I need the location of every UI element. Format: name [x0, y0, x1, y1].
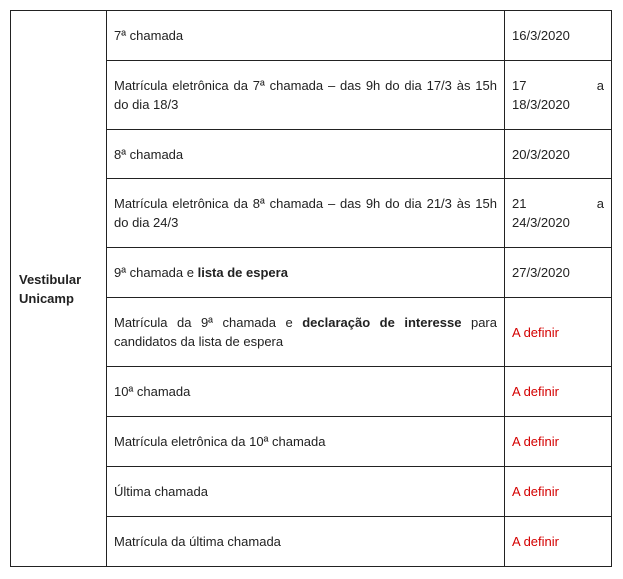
date-cell: A definir [505, 298, 612, 367]
group-label-line1: Vestibular [19, 271, 82, 287]
table-row [11, 11, 612, 61]
calendar-table [10, 10, 612, 567]
date-cell: 16/3/2020 [505, 11, 612, 61]
event-text: 9ª chamada e [114, 265, 198, 280]
event-cell: Matrícula eletrônica da 7ª chamada – das 9h do dia 17/3 às 15h do dia 18/3 [107, 61, 505, 130]
date-cell: A definir [505, 517, 612, 567]
event-bold-text: declaração de interesse [302, 315, 462, 330]
event-cell: 8ª chamada [107, 130, 505, 179]
date-line1: 21 a [512, 196, 604, 211]
event-cell [107, 298, 505, 367]
date-line1: 17 a [512, 78, 604, 93]
group-label-line2: Unicamp [19, 290, 74, 306]
date-cell [505, 61, 612, 130]
event-cell: 10ª chamada [107, 367, 505, 417]
event-cell: Matrícula eletrônica da 8ª chamada – das 9h do dia 21/3 às 15h do dia 24/3 [107, 179, 505, 248]
event-bold-text: lista de espera [197, 265, 288, 280]
date-line2: 24/3/2020 [512, 215, 570, 230]
event-text-post: para candidatos da lista de espera [114, 315, 497, 349]
date-cell [505, 179, 612, 248]
date-line2: 18/3/2020 [512, 97, 570, 112]
group-label [11, 11, 107, 567]
event-cell: Matrícula da última chamada [107, 517, 505, 567]
event-cell: 7ª chamada [107, 11, 505, 61]
date-cell: 20/3/2020 [505, 130, 612, 179]
event-cell: Matrícula eletrônica da 10ª chamada [107, 417, 505, 467]
event-cell [107, 248, 505, 298]
date-cell: 27/3/2020 [505, 248, 612, 298]
event-text: Matrícula da 9ª chamada e [114, 315, 303, 330]
event-cell: Última chamada [107, 467, 505, 517]
date-cell: A definir [505, 417, 612, 467]
date-cell: A definir [505, 367, 612, 417]
date-cell: A definir [505, 467, 612, 517]
